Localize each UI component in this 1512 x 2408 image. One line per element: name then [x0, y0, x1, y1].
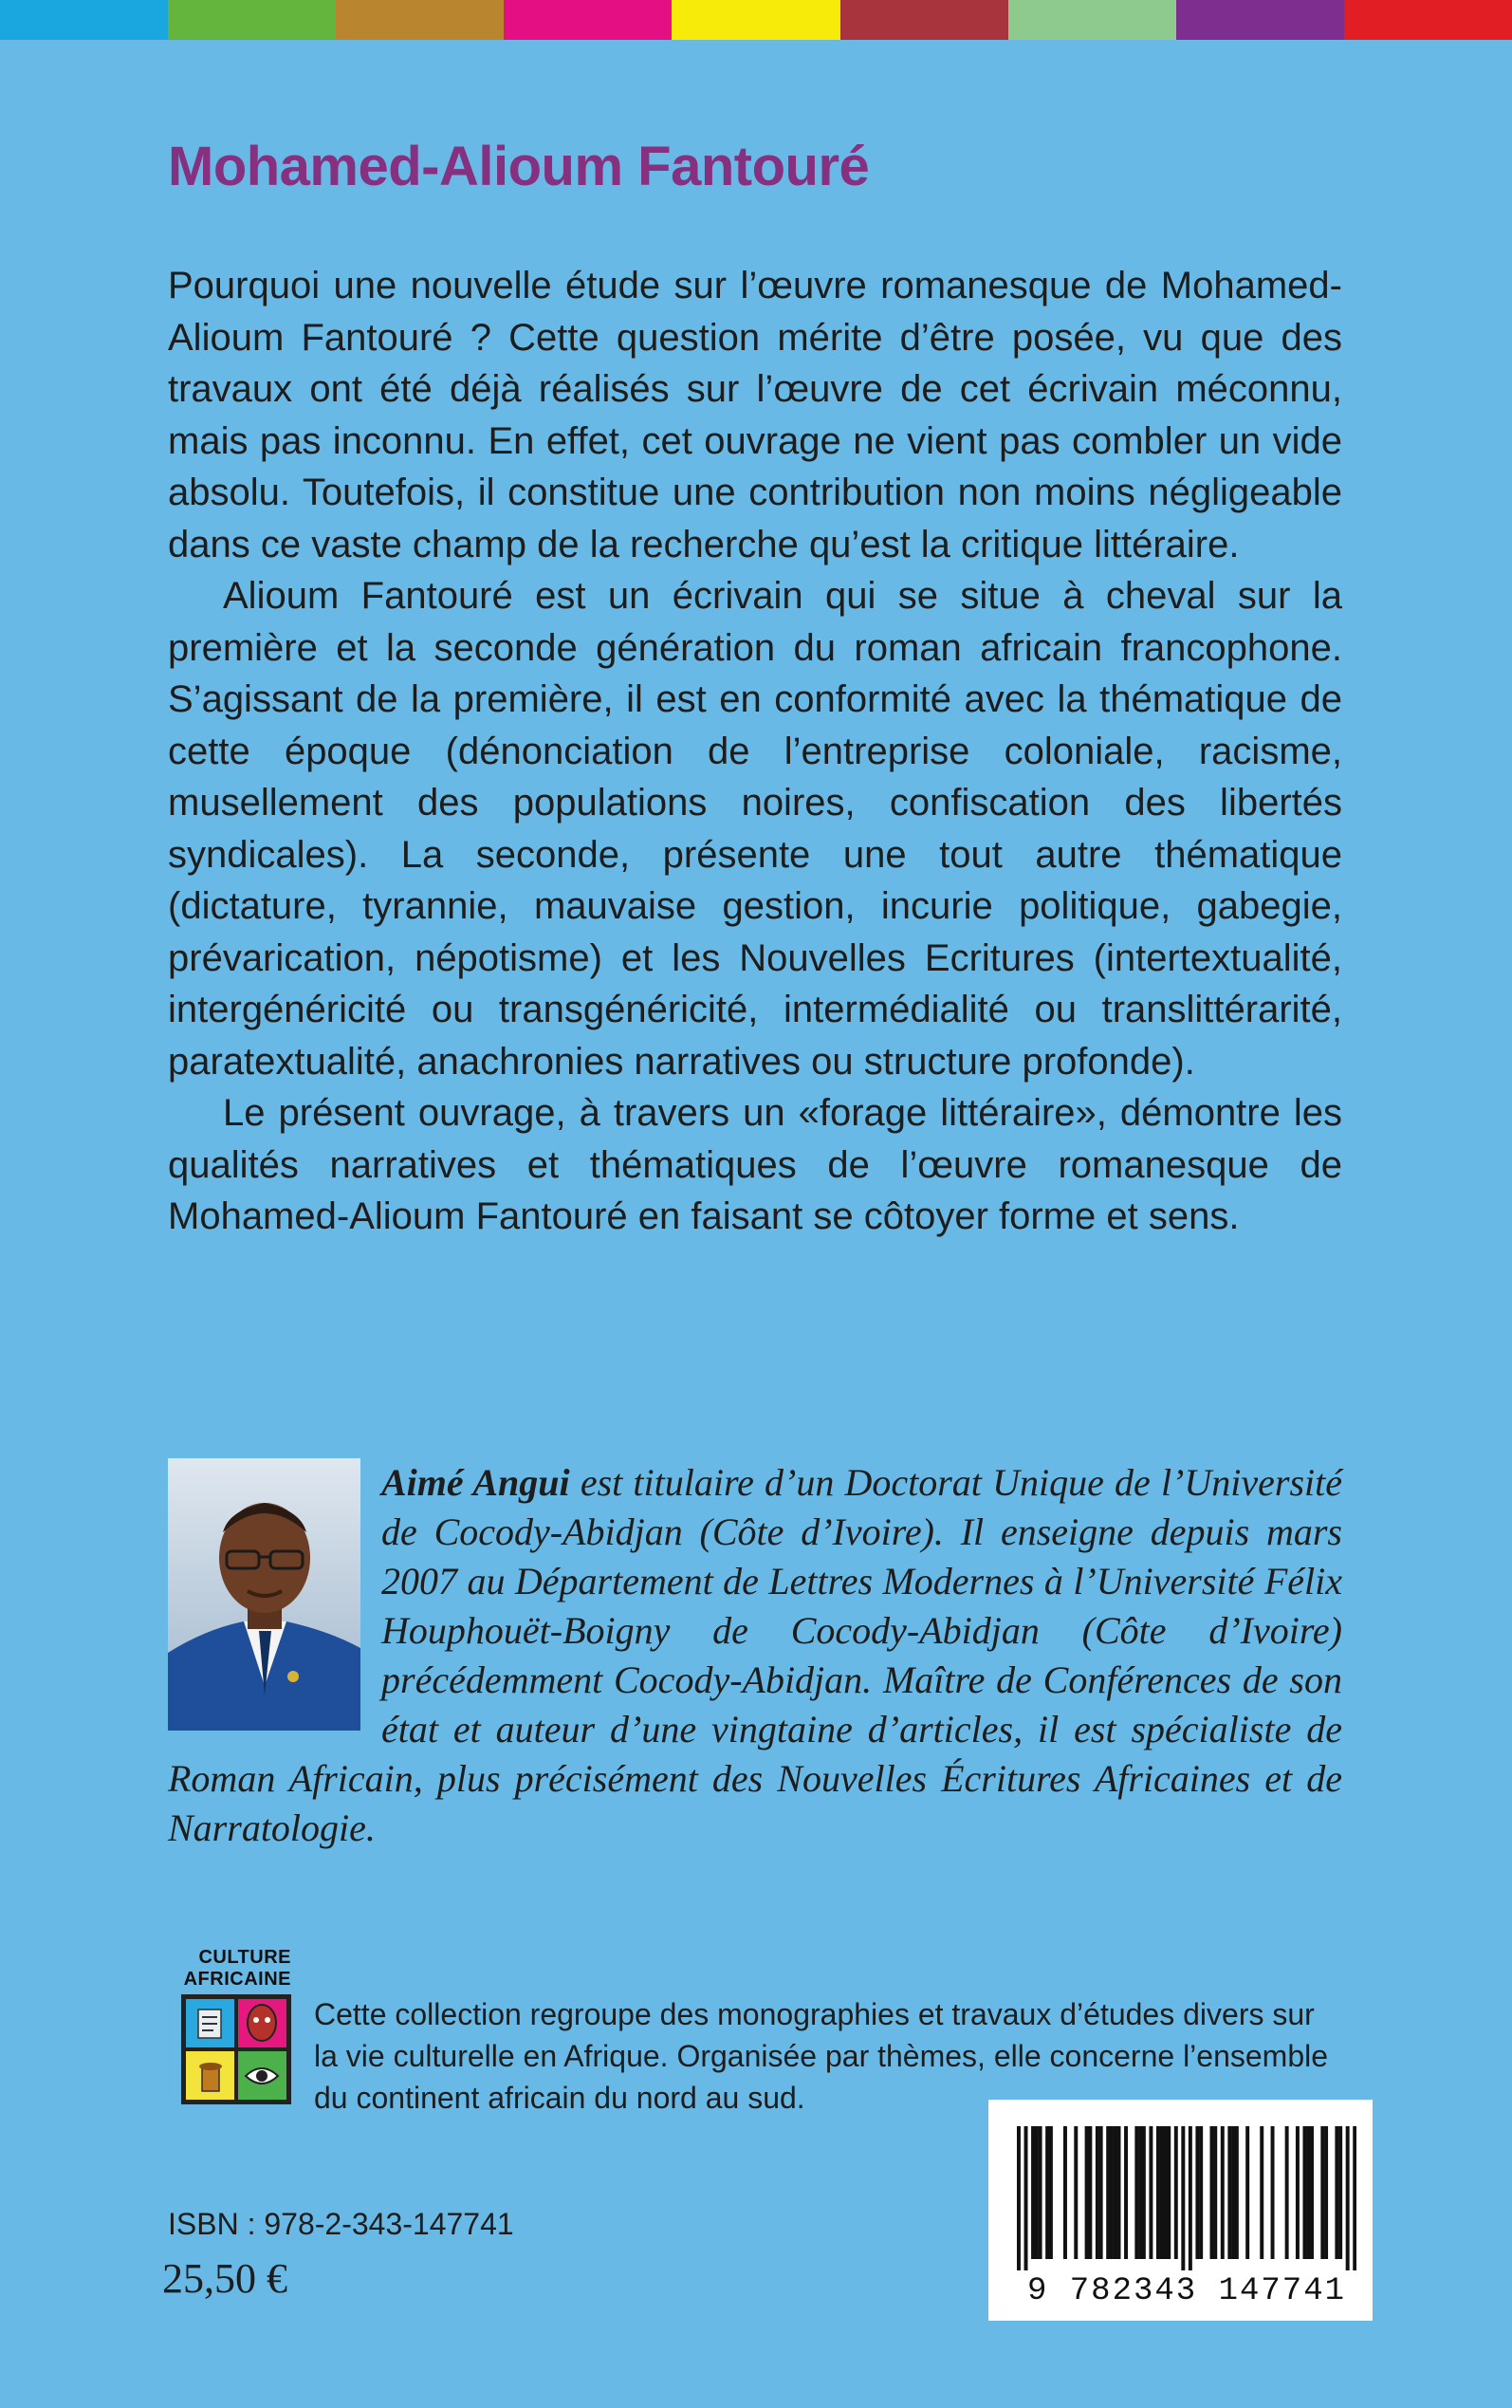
barcode-bar — [1099, 2126, 1103, 2259]
color-segment — [1344, 0, 1512, 40]
barcode-bar — [1138, 2126, 1142, 2259]
barcode-bar — [1124, 2126, 1128, 2259]
barcode-bar — [1213, 2126, 1217, 2259]
color-segment — [504, 0, 672, 40]
barcode-bar — [1114, 2126, 1117, 2259]
barcode-bar — [1096, 2126, 1099, 2259]
collection-logo-icon — [181, 1994, 291, 2104]
book-title: Mohamed-Alioum Fantouré — [168, 136, 870, 197]
color-segment — [336, 0, 504, 40]
barcode-bar — [1149, 2126, 1152, 2259]
author-bio — [168, 1458, 1342, 1853]
barcode-bar — [1296, 2126, 1300, 2259]
barcode-bar — [1031, 2126, 1035, 2259]
barcode-bar — [1110, 2126, 1114, 2259]
barcode-bar — [1189, 2126, 1192, 2270]
barcode-bar — [1174, 2126, 1178, 2259]
barcode-bar — [1195, 2126, 1199, 2259]
color-segment — [840, 0, 1008, 40]
author-name: Aimé Angui — [381, 1461, 570, 1504]
back-cover-summary — [168, 260, 1342, 1243]
summary-paragraph: Alioum Fantouré est un écrivain qui se situe à cheval sur la première et la seconde génération du roman africain francophone. S’agissant de la première, il est en conformité avec la thématique de cette époque (dénonciation de l’entreprise coloniale, racisme, musellement des populations noires, confiscation des libertés syndicales). La seconde, présente une tout autre thématique (dictature, tyrannie, mauvaise gestion, incurie politique, gabegie, prévarication, népotisme) et les Nouvelles Ecritures (intertextualité, intergénéricité ou transgénéricité, intermédialité ou translittérarité, paratextualité, anachronies narratives ou structure profonde). — [168, 575, 1342, 1083]
barcode-bar — [1045, 2126, 1049, 2259]
barcode-bar — [1306, 2126, 1310, 2259]
color-segment — [1008, 0, 1176, 40]
barcode-bar — [1324, 2126, 1328, 2259]
barcode — [988, 2100, 1373, 2321]
color-segment — [672, 0, 839, 40]
collection-logo-line2: AFRICAINE — [183, 1969, 291, 1990]
collection-description: Cette collection regroupe des monographies et travaux d’études divers sur la vie culturelle en Afrique. Organisée par thèmes, elle concerne l’ensemble du continent africain du nord au sud. — [314, 1997, 1329, 2115]
isbn: ISBN : 978-2-343-147741 — [168, 2207, 514, 2241]
barcode-bar — [1049, 2126, 1053, 2259]
barcode-bar — [1310, 2126, 1314, 2259]
barcode-bar — [1063, 2126, 1067, 2259]
barcode-bar — [1181, 2126, 1185, 2270]
barcode-bar — [1156, 2126, 1160, 2259]
barcode-bar — [1167, 2126, 1171, 2259]
top-color-bar — [0, 0, 1512, 40]
barcode-bar — [1245, 2126, 1249, 2259]
barcode-bar — [1346, 2126, 1350, 2270]
price: 25,50 € — [162, 2255, 287, 2302]
barcode-bar — [1024, 2126, 1028, 2270]
barcode-digits: 9 782343 147741 — [1026, 2273, 1347, 2309]
barcode-bar — [1231, 2126, 1235, 2259]
barcode-bar — [1221, 2126, 1225, 2259]
barcode-bars — [1017, 2126, 1356, 2270]
barcode-bar — [1302, 2126, 1306, 2259]
barcode-bar — [1088, 2126, 1092, 2259]
barcode-bar — [1106, 2126, 1110, 2259]
barcode-bar — [1017, 2126, 1021, 2270]
author-bio-text: est titulaire d’un Doctorat Unique de l’Université de Cocody-Abidjan (Côte d’Ivoire). Il enseigne depuis mars 2007 au Département de Lettres Modernes à l’Université Félix Houphouët-Boigny de Cocody-Abidjan (Côte d’Ivoire) précédemment Cocody-Abidjan. Maître de Conférences de son état et auteur d’une vingtaine d’articles, il est spécialiste de Roman Africain, plus précisément des Nouvelles Écritures Africaines et de Narratologie. — [168, 1461, 1342, 1849]
collection-logo-line1: CULTURE — [198, 1947, 291, 1968]
summary-paragraph: Pourquoi une nouvelle étude sur l’œuvre romanesque de Mohamed-Alioum Fantouré ? Cette question mérite d’être posée, vu que des travaux ont été déjà réalisés sur l’œuvre de cet écrivain méconnu, mais pas inconnu. En effet, cet ouvrage ne vient pas combler un vide absolu. Toutefois, il constitue une contribution non moins négligeable dans ce vaste champ de la recherche qu’est la critique littéraire. — [168, 265, 1342, 565]
photo-spacer — [168, 1458, 360, 1731]
color-segment — [1176, 0, 1344, 40]
barcode-bar — [1227, 2126, 1231, 2259]
barcode-bar — [1085, 2126, 1089, 2259]
color-segment — [168, 0, 336, 40]
barcode-bar — [1320, 2126, 1324, 2259]
barcode-bar — [1209, 2126, 1213, 2259]
barcode-bar — [1117, 2126, 1121, 2259]
barcode-bar — [1235, 2126, 1239, 2259]
barcode-bar — [1199, 2126, 1203, 2259]
barcode-bar — [1285, 2126, 1289, 2259]
barcode-bar — [1164, 2126, 1168, 2259]
barcode-bar — [1035, 2126, 1039, 2259]
barcode-bar — [1039, 2126, 1042, 2259]
barcode-bar — [1335, 2126, 1338, 2259]
barcode-bar — [1134, 2126, 1138, 2259]
color-segment — [0, 0, 168, 40]
summary-paragraph: Le présent ouvrage, à travers un «forage littéraire», démontre les qualités narratives et thématiques de l’œuvre romanesque de Mohamed-Alioum Fantouré en faisant se côtoyer forme et sens. — [168, 1092, 1342, 1237]
barcode-bar — [1074, 2126, 1078, 2259]
collection-logo — [181, 1947, 291, 2104]
barcode-bar — [1260, 2126, 1263, 2259]
barcode-bar — [1142, 2126, 1146, 2259]
barcode-bar — [1271, 2126, 1275, 2259]
barcode-bar — [1353, 2126, 1356, 2270]
barcode-bar — [1160, 2126, 1164, 2259]
barcode-bar — [1338, 2126, 1342, 2259]
